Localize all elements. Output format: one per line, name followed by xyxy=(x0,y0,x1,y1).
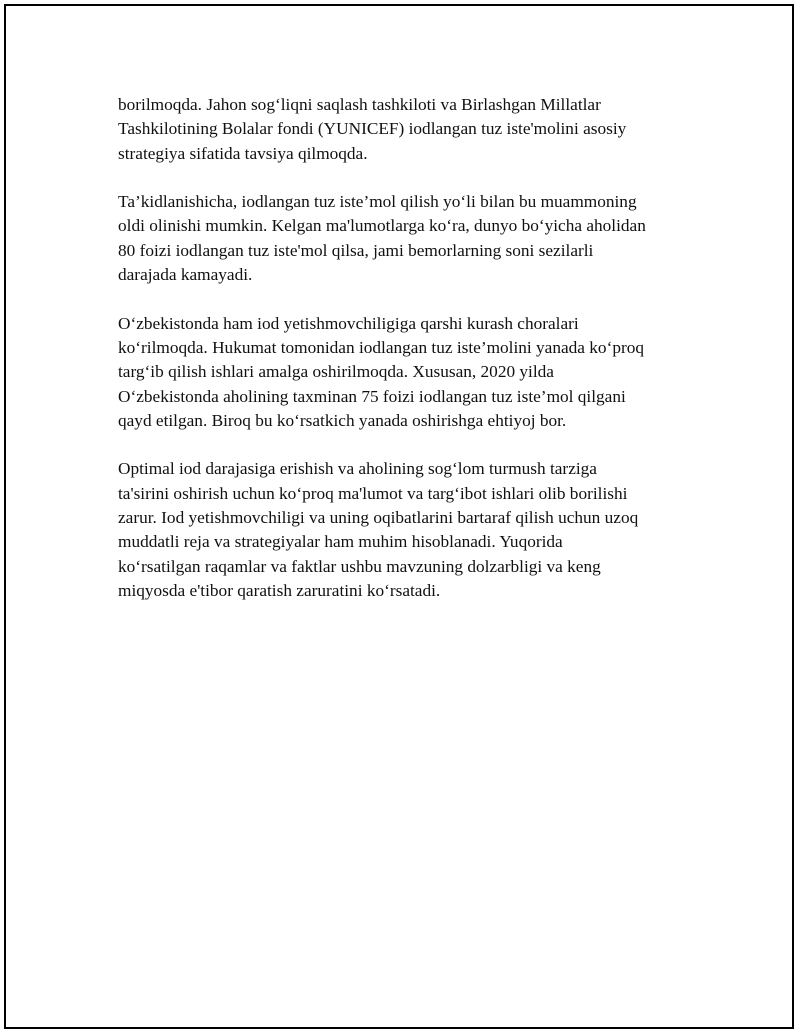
document-body xyxy=(118,93,698,628)
paragraph-2: Ta’kidlanishicha, iodlangan tuz iste’mol qilish yo‘li bilan bu muammoning oldi olinishi mumkin. Kelgan ma'lumotlarga ko‘ra, dunyo bo‘yicha aholidan 80 foizi iodlangan tuz iste'mol qilsa, jami bemorlarning soni sezilarli darajada kamayadi. xyxy=(118,192,646,285)
paragraph-3: O‘zbekistonda ham iod yetishmovchiligiga qarshi kurash choralari ko‘rilmoqda. Hukumat tomonidan iodlangan tuz iste’molini yanada ko‘proq targ‘ib qilish ishlari amalga oshirilmoqda. Xususan, 2020 yilda O‘zbekistonda aholining taxminan 75 foizi iodlangan tuz iste’mol qilgani qayd etilgan. Biroq bu ko‘rsatkich yanada oshirishga ehtiyoj bor. xyxy=(118,313,645,430)
paragraph-4: Optimal iod darajasiga erishish va aholining sog‘lom turmush tarziga ta'sirini oshirish uchun ko‘proq ma'lumot va targ‘ibot ishlari olib borilishi zarur. Iod yetishmovchiligi va uning oqibatlarini bartaraf qilish uchun uzoq muddatli reja va strategiyalar ham muhim hisoblanadi. Yuqorida ko‘rsatilgan raqamlar va faktlar ushbu mavzuning dolzarbligi va keng miqyosda e'tibor qaratish zaruratini ko‘rsatadi. xyxy=(118,459,639,600)
paragraph-1: borilmoqda. Jahon sog‘liqni saqlash tashkiloti va Birlashgan Millatlar Tashkilotining Bolalar fondi (YUNICEF) iodlangan tuz iste'molini asosiy strategiya sifatida tavsiya qilmoqda. xyxy=(118,95,627,163)
